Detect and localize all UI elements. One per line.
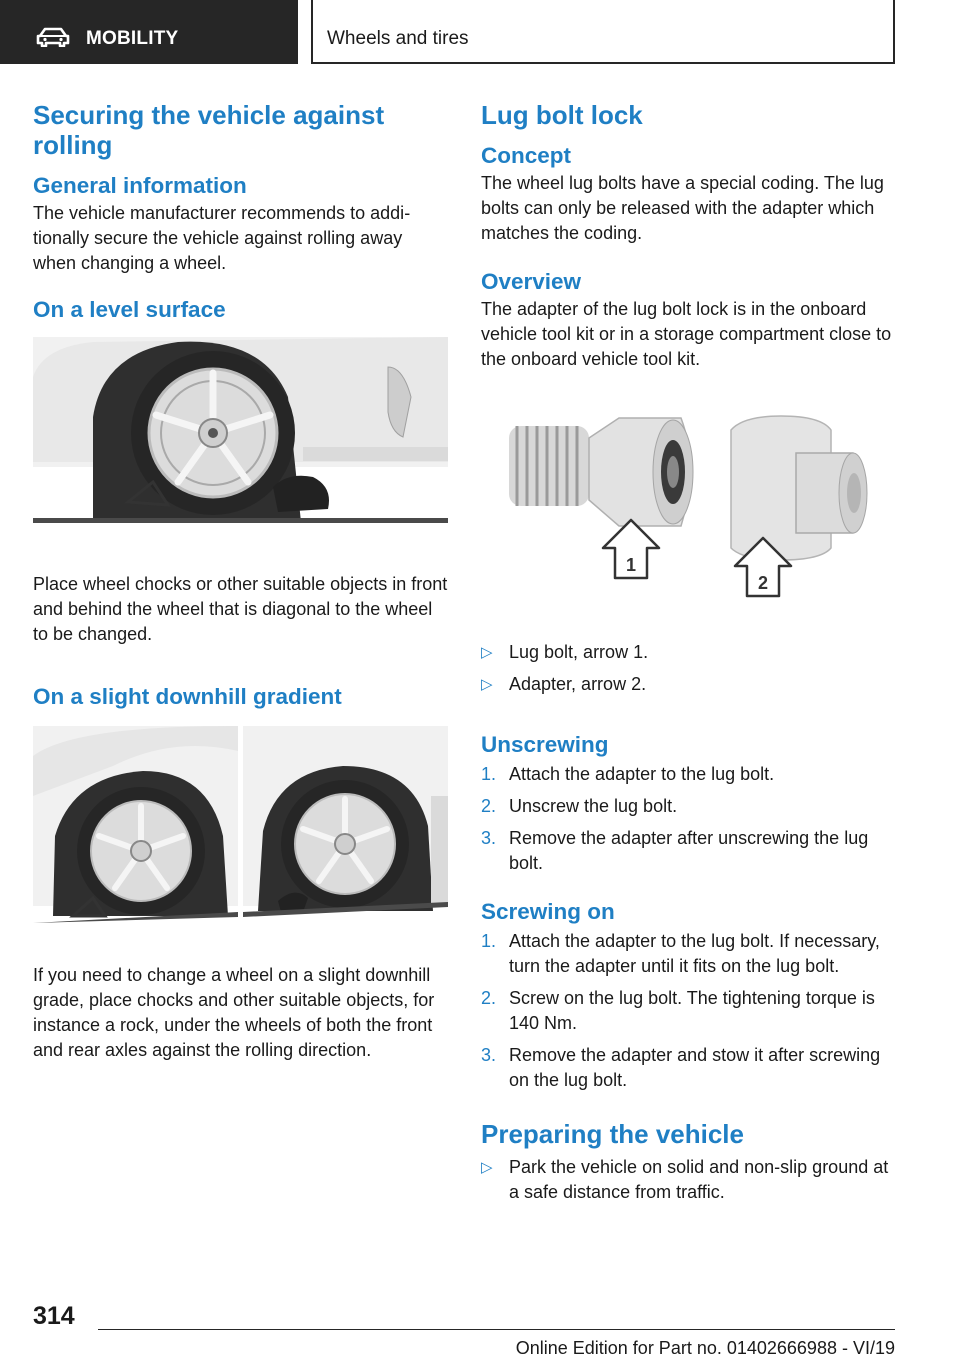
downhill-gradient-text: If you need to change a wheel on a slight downhill grade, place chocks and other suitable objects, for instance a rock, under the wheels of both the front and rear axles against the rolling direction.	[33, 965, 435, 1060]
concept-text: The wheel lug bolts have a special coding. The lug bolts can only be released with the adapter which matches the coding.	[481, 173, 884, 243]
lug-bolt-adapter-illustration	[481, 408, 896, 598]
heading-screwing-on: Screwing on	[481, 899, 615, 924]
screwing-on-steps	[481, 929, 901, 1093]
car-icon	[36, 27, 70, 47]
list-item: ▷ Adapter, arrow 2.	[481, 672, 901, 697]
list-item: 1. Attach the adapter to the lug bolt.	[481, 764, 775, 784]
list-item: 3. Remove the adapter and stow it after screwing on the lug bolt.	[481, 1045, 881, 1090]
heading-concept: Concept	[481, 143, 571, 168]
section-title: MOBILITY	[86, 28, 179, 49]
overview-text: The adapter of the lug bolt lock is in the onboard vehicle tool kit or in a storage compartment close to the onboard vehicle tool kit.	[481, 299, 892, 369]
list-item: 1. Attach the adapter to the lug bolt. If necessary, turn the adapter until it fits on the lug bolt.	[481, 931, 880, 976]
header-chapter-tab	[311, 0, 895, 64]
triangle-bullet-icon: ▷	[481, 1159, 493, 1176]
list-item: 2. Screw on the lug bolt. The tightening torque is 140 Nm.	[481, 988, 875, 1033]
footer-divider	[98, 1329, 895, 1330]
triangle-bullet-icon: ▷	[481, 644, 493, 661]
heading-level-surface: On a level surface	[33, 297, 226, 322]
arrow-label-1: 1	[625, 555, 637, 575]
left-column	[33, 100, 448, 1063]
unscrewing-steps	[481, 762, 901, 876]
list-item: ▷ Park the vehicle on solid and non-slip ground at a safe distance from traffic.	[481, 1157, 889, 1202]
general-information-text: The vehicle manufacturer recommends to additionally secure the vehicle against rolling away when changing a wheel.	[33, 203, 411, 273]
page-number: 314	[33, 1302, 75, 1330]
chapter-title: Wheels and tires	[327, 28, 469, 49]
list-item: ▷ Lug bolt, arrow 1.	[481, 640, 901, 665]
heading-overview: Overview	[481, 269, 582, 294]
level-surface-illustration	[33, 337, 448, 524]
section-heading-preparing: Preparing the vehicle	[481, 1119, 744, 1149]
right-column	[481, 100, 901, 1205]
arrow-label-2: 2	[757, 573, 769, 593]
overview-list	[481, 640, 901, 697]
heading-downhill-gradient: On a slight downhill gradient	[33, 684, 342, 709]
triangle-bullet-icon: ▷	[481, 676, 493, 693]
downhill-gradient-illustration	[33, 726, 448, 923]
list-item: 3. Remove the adapter after unscrewing the lug bolt.	[481, 828, 869, 873]
level-surface-text: Place wheel chocks or other suitable objects in front and behind the wheel that is diagonal to the wheel to be changed.	[33, 574, 448, 644]
heading-general-information: General information	[33, 173, 247, 198]
list-item: 2. Unscrew the lug bolt.	[481, 796, 678, 816]
footer-edition: Online Edition for Part no. 01402666988 - VI/19	[515, 1338, 895, 1358]
section-heading-lug-bolt-lock: Lug bolt lock	[481, 100, 643, 130]
heading-unscrewing: Unscrewing	[481, 732, 609, 757]
preparing-list	[481, 1155, 901, 1205]
section-heading-securing: Securing the vehicle against rolling	[33, 100, 385, 160]
header-section-tab	[0, 0, 298, 64]
